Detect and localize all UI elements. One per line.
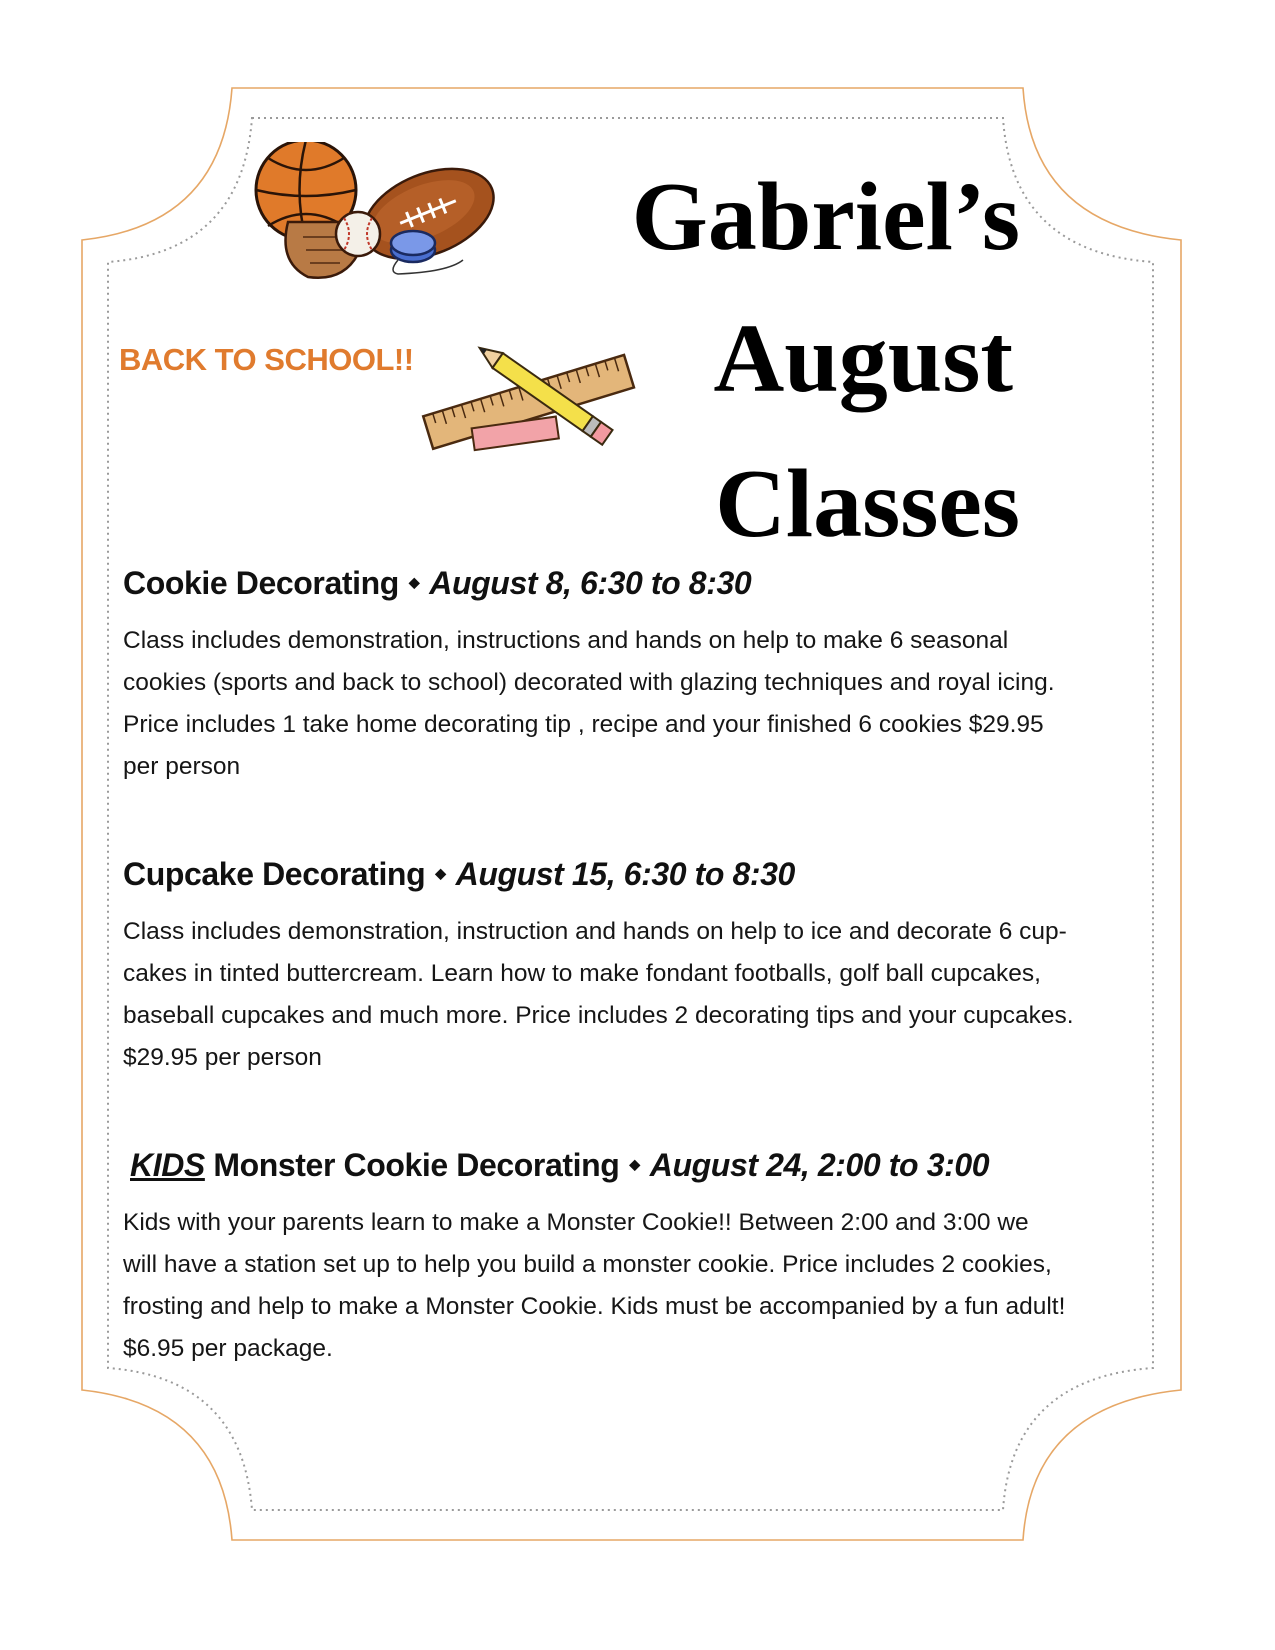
diamond-separator-icon: ◆	[629, 1156, 640, 1173]
page-title-line-1: Gabriel’s	[631, 163, 1020, 271]
description-line: cookies (sports and back to school) decorated with glazing techniques and royal icing.	[123, 669, 1055, 696]
diamond-separator-icon: ◆	[435, 865, 446, 882]
back-to-school-banner: BACK TO SCHOOL!!	[119, 342, 414, 377]
ruler-pencil-eraser-clipart-icon	[418, 340, 643, 455]
class-date: August 24, 2:00 to 3:00	[649, 1147, 990, 1183]
class-date: August 15, 6:30 to 8:30	[455, 856, 795, 892]
class-description-cupcake	[123, 911, 1163, 1079]
description-line: Class includes demonstration, instructions and hands on help to make 6 seasonal	[123, 627, 1009, 654]
description-line: per person	[123, 753, 241, 780]
class-name: Cupcake Decorating	[123, 856, 426, 892]
description-line: Class includes demonstration, instruction and hands on help to ice and decorate 6 cup-	[123, 918, 1067, 945]
class-description-kids-monster	[123, 1202, 1163, 1370]
kids-label: KIDS	[130, 1147, 205, 1183]
description-line: Price includes 1 take home decorating tip , recipe and your finished 6 cookies $29.95	[123, 711, 1044, 738]
description-line: baseball cupcakes and much more. Price includes 2 decorating tips and your cupcakes.	[123, 1002, 1074, 1029]
class-date: August 8, 6:30 to 8:30	[429, 565, 752, 601]
description-line: frosting and help to make a Monster Cookie. Kids must be accompanied by a fun adult!	[123, 1293, 1066, 1320]
page-title-line-3: Classes	[715, 450, 1020, 558]
class-name: Cookie Decorating	[123, 565, 399, 601]
description-line: Kids with your parents learn to make a Monster Cookie!! Between 2:00 and 3:00 we	[123, 1209, 1029, 1236]
description-line: $6.95 per package.	[123, 1335, 333, 1362]
class-heading-cookie	[123, 565, 751, 602]
diamond-separator-icon: ◆	[408, 574, 420, 591]
description-line: $29.95 per person	[123, 1044, 322, 1071]
class-description-cookie	[123, 620, 1163, 788]
sports-balls-clipart-icon	[248, 142, 498, 292]
description-line: cakes in tinted buttercream. Learn how to make fondant footballs, golf ball cupcakes,	[123, 960, 1041, 987]
class-name: Monster Cookie Decorating	[204, 1147, 620, 1183]
page-title-line-2: August	[713, 305, 1013, 413]
description-line: will have a station set up to help you build a monster cookie. Price includes 2 cookies,	[123, 1251, 1052, 1278]
class-heading-cupcake	[123, 856, 795, 893]
class-heading-kids-monster	[130, 1147, 989, 1184]
